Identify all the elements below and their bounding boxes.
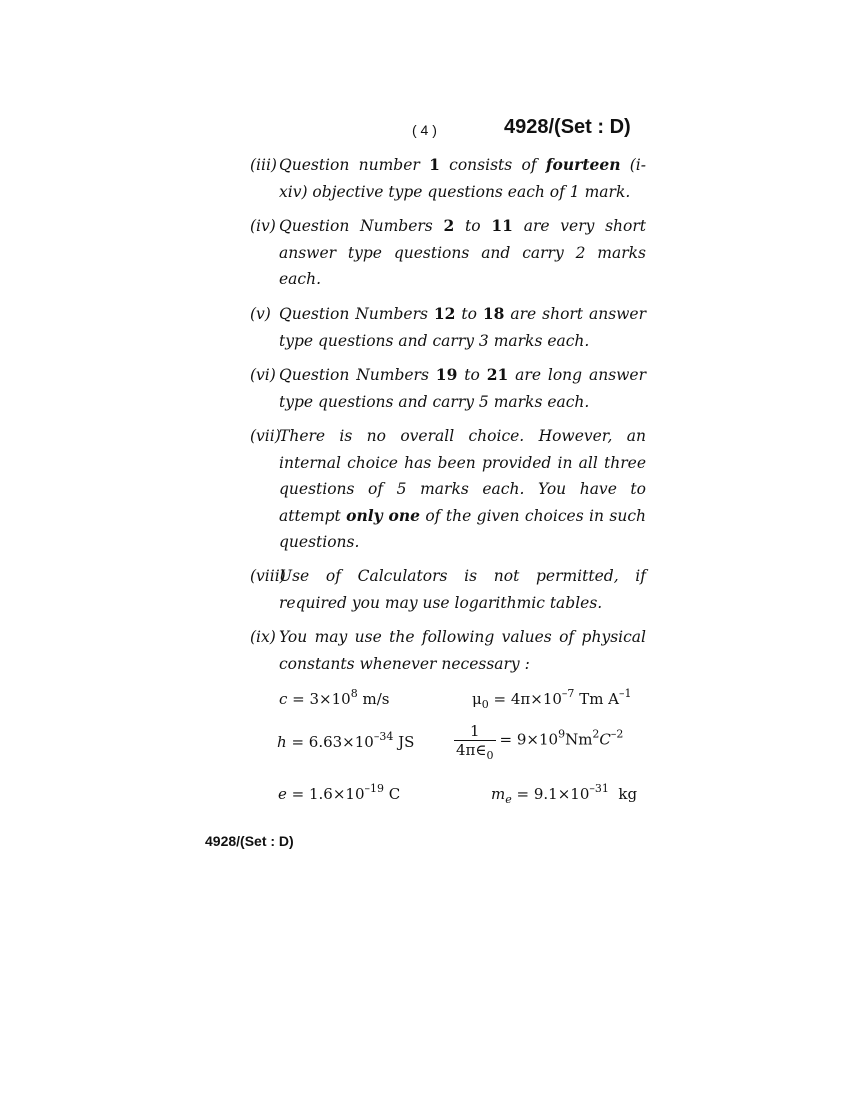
constant-electron-mass: $m_e = 9.1\times 10^{-31}$ kg [491, 782, 638, 806]
instruction-v [250, 301, 646, 354]
instruction-number: (vi) [250, 366, 276, 384]
instruction-number: (viii) [250, 567, 286, 585]
instruction-text: Question Numbers 19 to 21 are long answer type questions and carry 5 marks each. [279, 365, 647, 411]
instruction-vi [250, 362, 646, 415]
instruction-iv [250, 213, 646, 293]
constant-coulomb: $\frac{1}{4\pi\in_0}$ = $9\times 10^9Nm^2C^{-2}$ [456, 722, 624, 762]
constant-permeability: $\mu_0 = 4\pi\times 10^{-7}$ Tm $A^{-1}$ [472, 687, 632, 711]
instruction-iii [250, 152, 646, 205]
instruction-text: Use of Calculators is not permitted, if required you may use logarithmic tables. [279, 567, 646, 612]
fraction: $\frac{1}{4\pi\in_0}$ [456, 722, 494, 762]
instruction-number: (vii) [250, 427, 281, 445]
page-header [0, 116, 850, 144]
constant-planck: $h = 6.63\times 10^{-34}$ JS [277, 730, 415, 751]
instruction-text: Question Numbers 2 to 11 are very short answer type questions and carry 2 marks each. [279, 216, 647, 288]
instruction-text: There is no overall choice. However, an internal choice has been provided in all three questions of 5 marks each. You have to attempt only one of the given choices in such questions. [279, 427, 647, 551]
instruction-number: (ix) [250, 628, 276, 646]
page-number: ( 4 ) [412, 122, 437, 138]
instruction-ix [250, 624, 646, 677]
instruction-vii [250, 423, 646, 556]
instruction-text: Question Numbers 12 to 18 are short answer type questions and carry 3 marks each. [279, 304, 646, 350]
instruction-number: (v) [250, 305, 271, 323]
footer-paper-code: 4928/(Set : D) [205, 833, 294, 849]
paper-code: 4928/(Set : D) [504, 116, 631, 138]
constant-speed-of-light: $c = 3\times 10^8$ m/s [279, 687, 390, 708]
instruction-number: (iii) [250, 156, 277, 174]
constant-electron-charge: $e = 1.6\times 10^{-19}$ C [278, 782, 401, 803]
instruction-text: You may use the following values of physical constants whenever necessary : [279, 628, 646, 673]
instruction-text: Question number 1 consists of fourteen (i-xiv) objective type questions each of 1 mark. [279, 155, 647, 201]
instruction-viii [250, 563, 646, 616]
instruction-number: (iv) [250, 217, 276, 235]
